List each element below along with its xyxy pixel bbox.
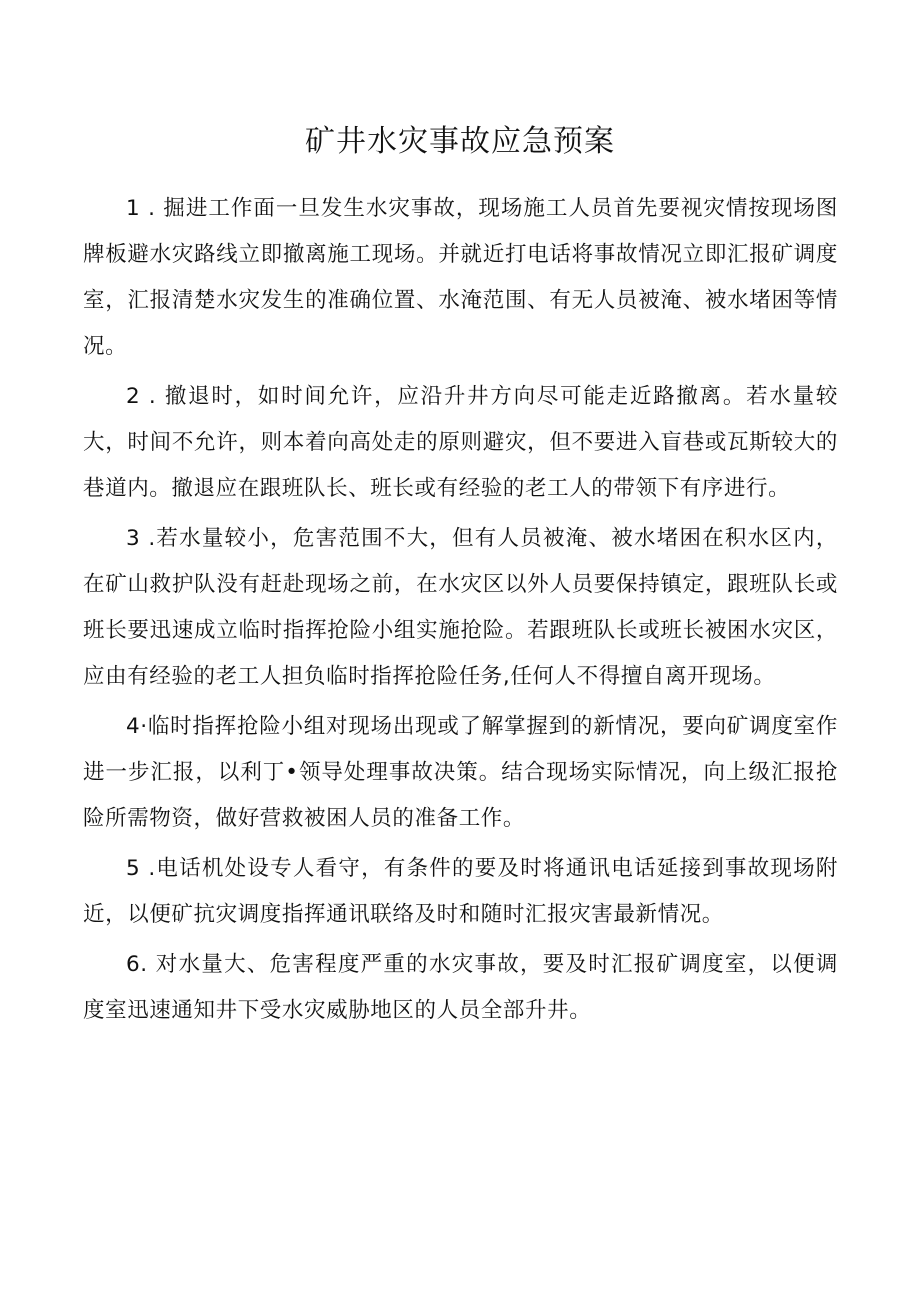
paragraph-4: 4·临时指挥抢险小组对现场出现或了解掌握到的新情况，要向矿调度室作进一步汇报，以利丁•领导处理事故决策。结合现场实际情况，向上级汇报抢险所需物资，做好营救被困人员的准备工作。 — [83, 714, 838, 831]
paragraph-5: 5 .电话机处设专人看守，有条件的要及时将通讯电话延接到事故现场附近，以便矿抗灾调度指挥通讯联络及时和随时汇报灾害最新情况。 — [83, 856, 838, 927]
paragraph-1: 1 . 掘进工作面一旦发生水灾事故，现场施工人员首先要视灾情按现场图牌板避水灾路线立即撤离施工现场。并就近打电话将事故情况立即汇报矿调度室，汇报清楚水灾发生的准确位置、水淹范围、有无人员被淹、被水堵困等情况。 — [83, 196, 838, 359]
document-title: 矿井水灾事故应急预案 — [305, 124, 615, 159]
paragraph-2: 2 . 撤退时，如时间允许，应沿升井方向尽可能走近路撤离。若水量较大，时间不允许，则本着向高处走的原则避灾，但不要进入盲巷或瓦斯较大的巷道内。撤退应在跟班队长、班长或有经验的老工人的带领下有序进行。 — [83, 384, 838, 501]
document-body — [83, 186, 838, 1038]
paragraph-3: 3 .若水量较小，危害范围不大，但有人员被淹、被水堵困在积水区内，在矿山救护队没有赶赴现场之前，在水灾区以外人员要保持镇定，跟班队长或班长要迅速成立临时指挥抢险小组实施抢险。若跟班队长或班长被困水灾区，应由有经验的老工人担负临时指挥抢险任务,任何人不得擅自离开现场。 — [83, 526, 838, 689]
paragraph-6: 6. 对水量大、危害程度严重的水灾事故，要及时汇报矿调度室，以便调度室迅速通知井下受水灾威胁地区的人员全部升井。 — [83, 952, 838, 1023]
